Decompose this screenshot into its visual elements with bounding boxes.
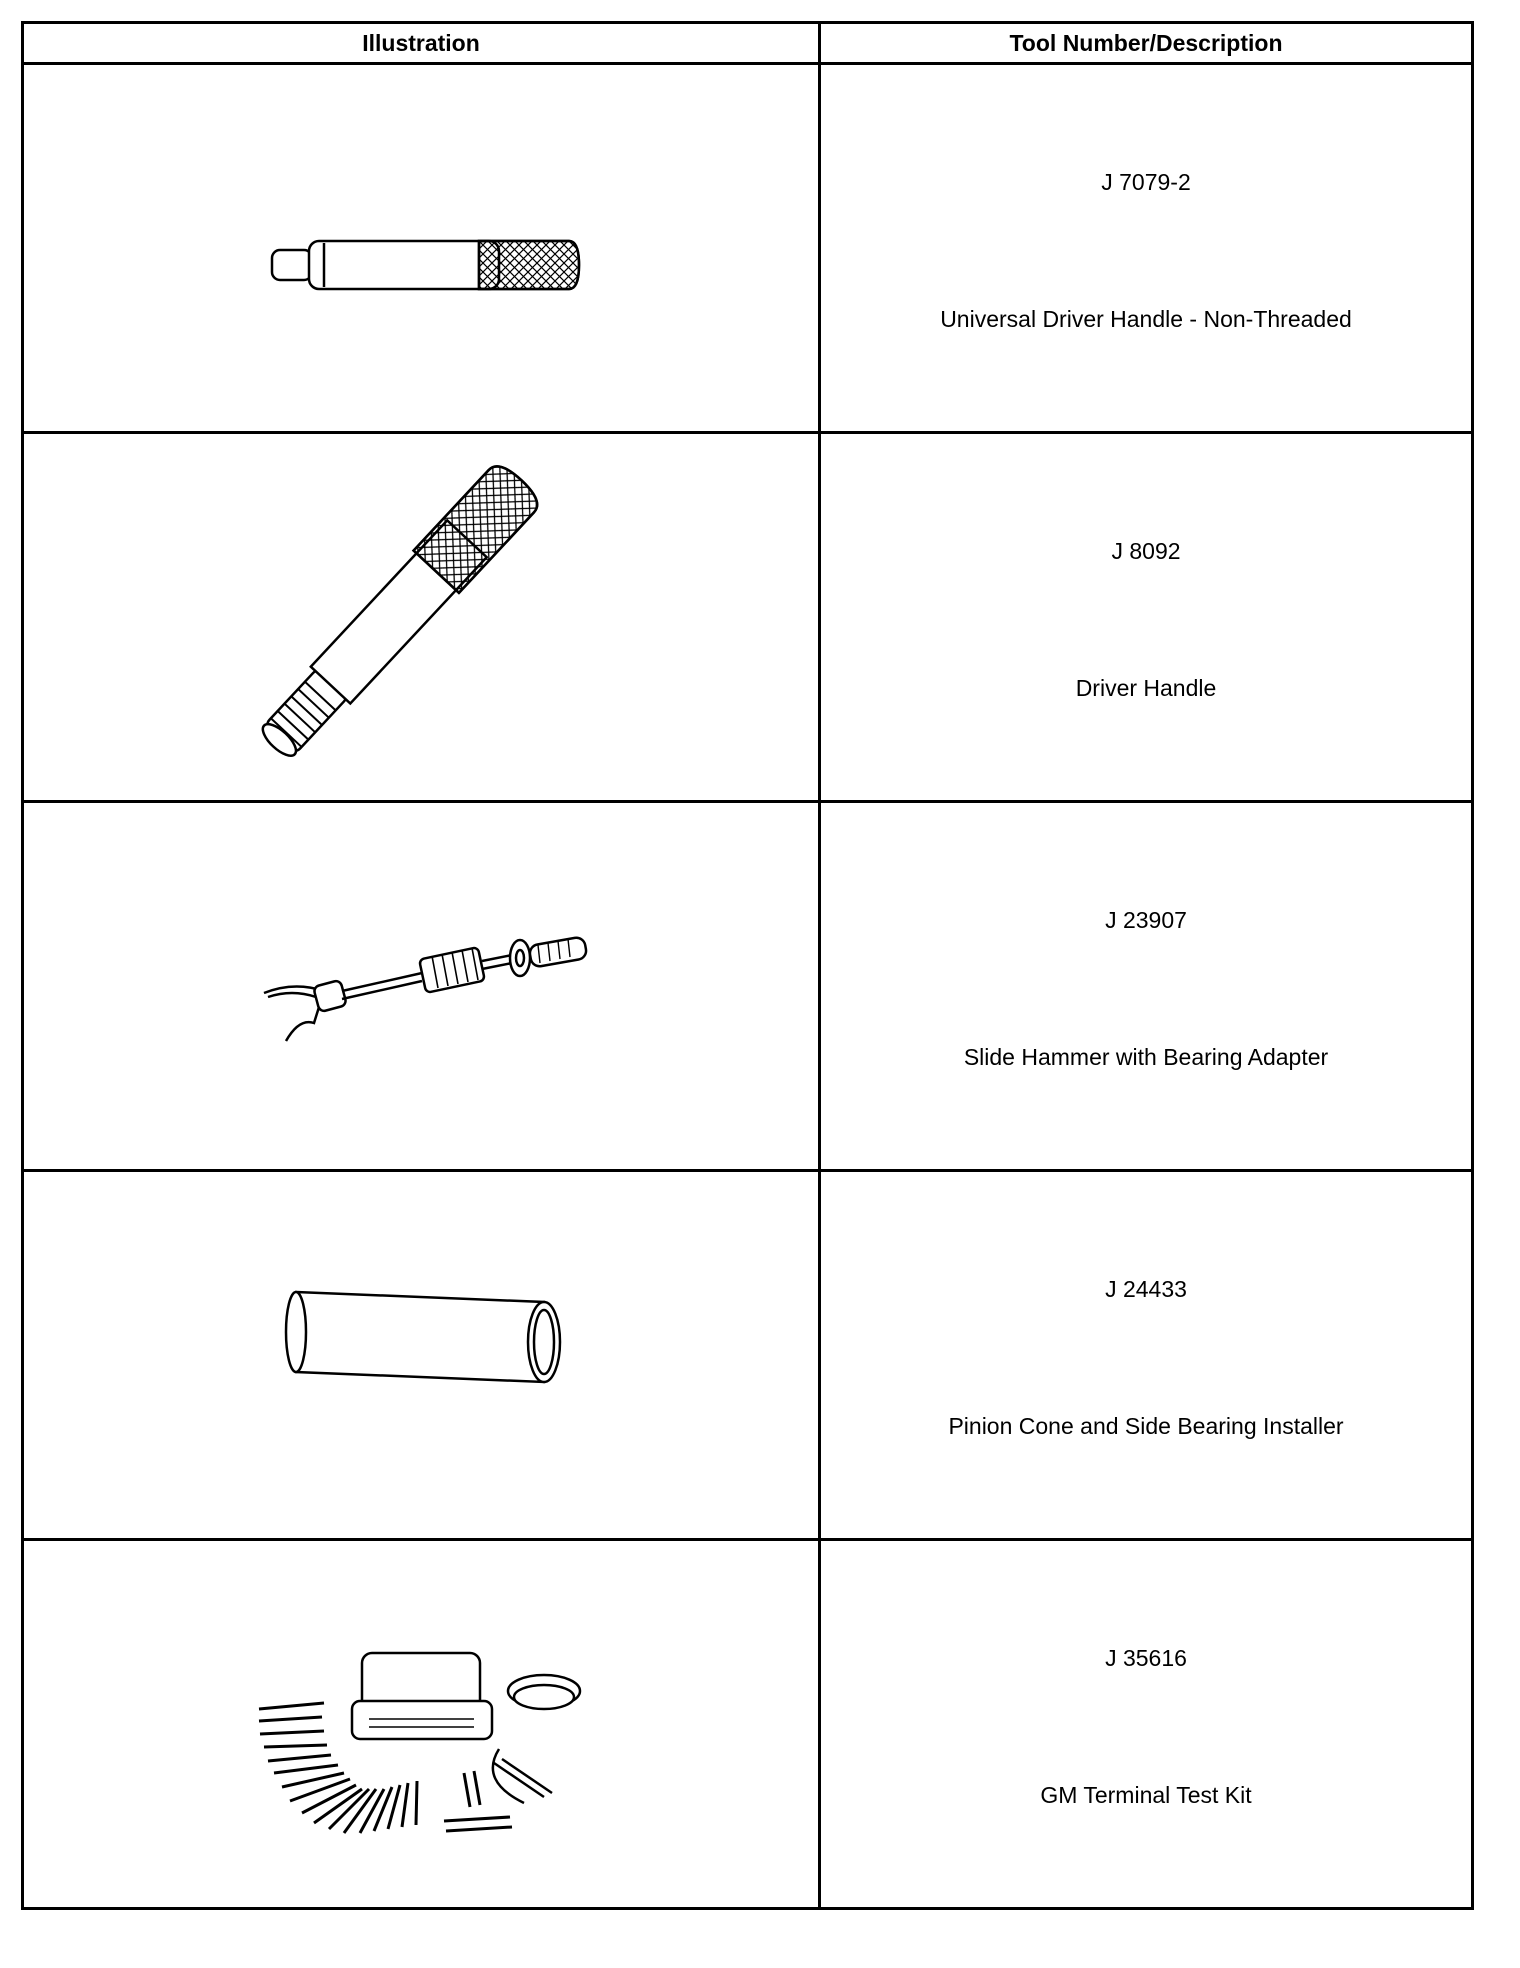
universal-driver-handle-icon	[24, 65, 821, 431]
terminal-test-kit-icon	[24, 1541, 821, 1907]
illustration-cell	[23, 433, 820, 802]
tool-description: Universal Driver Handle - Non-Threaded	[940, 306, 1352, 332]
description-cell	[820, 1540, 1473, 1909]
driver-handle-icon	[24, 434, 821, 800]
table-row	[23, 433, 1473, 802]
description-cell	[820, 433, 1473, 802]
table-row	[23, 64, 1473, 433]
special-tools-table	[21, 21, 1474, 1910]
bearing-installer-icon	[24, 1172, 821, 1538]
header-row	[23, 23, 1473, 64]
table-row	[23, 802, 1473, 1171]
tool-description: Driver Handle	[1075, 675, 1217, 701]
tool-number: J 23907	[1105, 907, 1187, 933]
illustration-cell	[23, 64, 820, 433]
tool-number: J 7079-2	[1101, 169, 1191, 195]
tool-description: Pinion Cone and Side Bearing Installer	[948, 1413, 1344, 1439]
tool-header: Tool Number/Description	[820, 23, 1473, 64]
tool-description: Slide Hammer with Bearing Adapter	[963, 1044, 1329, 1070]
description-cell	[820, 802, 1473, 1171]
tool-number: J 35616	[1105, 1645, 1187, 1671]
table-row	[23, 1171, 1473, 1540]
description-cell	[820, 64, 1473, 433]
table-row	[23, 1540, 1473, 1909]
illustration-cell	[23, 802, 820, 1171]
tool-number: J 24433	[1105, 1276, 1187, 1302]
tool-description: GM Terminal Test Kit	[1040, 1782, 1252, 1808]
tool-number: J 8092	[1111, 538, 1181, 564]
illustration-header: Illustration	[23, 23, 820, 64]
illustration-cell	[23, 1171, 820, 1540]
illustration-cell	[23, 1540, 820, 1909]
slide-hammer-icon	[24, 803, 821, 1169]
description-cell	[820, 1171, 1473, 1540]
